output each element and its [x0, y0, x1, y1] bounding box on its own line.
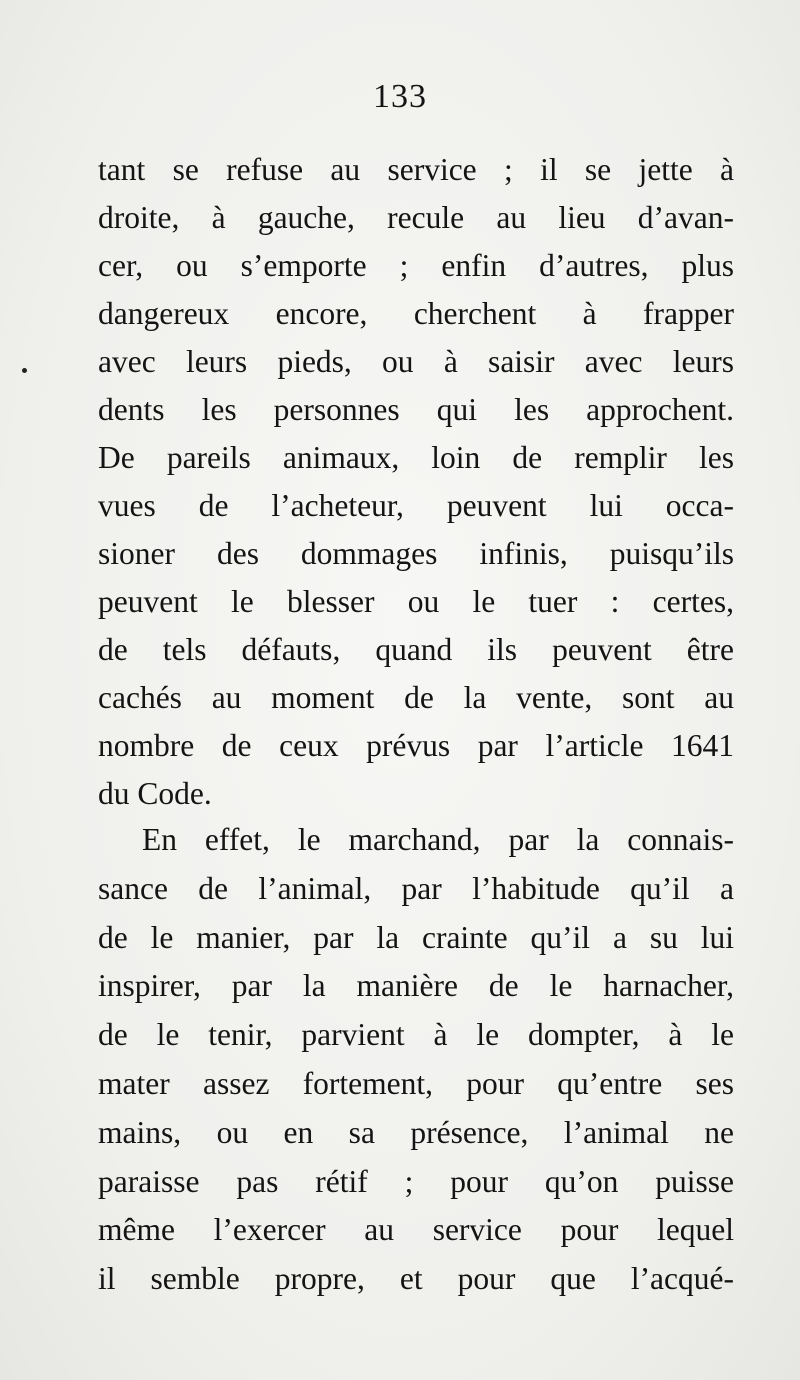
text-line: De pareils animaux, loin de remplir les	[98, 440, 734, 475]
ink-speck	[22, 368, 27, 373]
text-line: dangereux encore, cherchent à frapper	[98, 296, 734, 331]
text-line: de le tenir, parvient à le dompter, à le	[98, 1017, 734, 1053]
text-line: cer, ou s’emporte ; enfin d’autres, plus	[98, 248, 734, 283]
page-number: 133	[373, 78, 427, 115]
text-line: même l’exercer au service pour lequel	[98, 1212, 734, 1248]
text-line: sioner des dommages infinis, puisqu’ils	[98, 536, 734, 571]
text-line: de tels défauts, quand ils peuvent être	[98, 632, 734, 667]
text-line: mater assez fortement, pour qu’entre ses	[98, 1065, 734, 1101]
text-line: avec leurs pieds, ou à saisir avec leurs	[98, 344, 734, 379]
text-line: tant se refuse au service ; il se jette à	[98, 152, 734, 187]
text-line: peuvent le blesser ou le tuer : certes,	[98, 584, 734, 619]
text-line: sance de l’animal, par l’habitude qu’il a	[98, 870, 734, 906]
text-line: dents les personnes qui les approchent.	[98, 392, 734, 427]
text-line: il semble propre, et pour que l’acqué-	[98, 1261, 734, 1297]
text-line: mains, ou en sa présence, l’animal ne	[98, 1114, 734, 1150]
text-line: cachés au moment de la vente, sont au	[98, 680, 734, 715]
text-line: paraisse pas rétif ; pour qu’on puisse	[98, 1163, 734, 1199]
text-line: vues de l’acheteur, peuvent lui occa-	[98, 488, 734, 523]
text-line: nombre de ceux prévus par l’article 1641	[98, 728, 734, 763]
text-line: droite, à gauche, recule au lieu d’avan-	[98, 200, 734, 235]
text-line: En effet, le marchand, par la connais-	[142, 822, 734, 857]
text-line: de le manier, par la crainte qu’il a su lui	[98, 919, 734, 955]
text-line: du Code.	[98, 776, 212, 811]
paragraph-2	[98, 816, 734, 1304]
paragraph-1	[98, 146, 734, 818]
text-line: inspirer, par la manière de le harnacher,	[98, 968, 734, 1004]
